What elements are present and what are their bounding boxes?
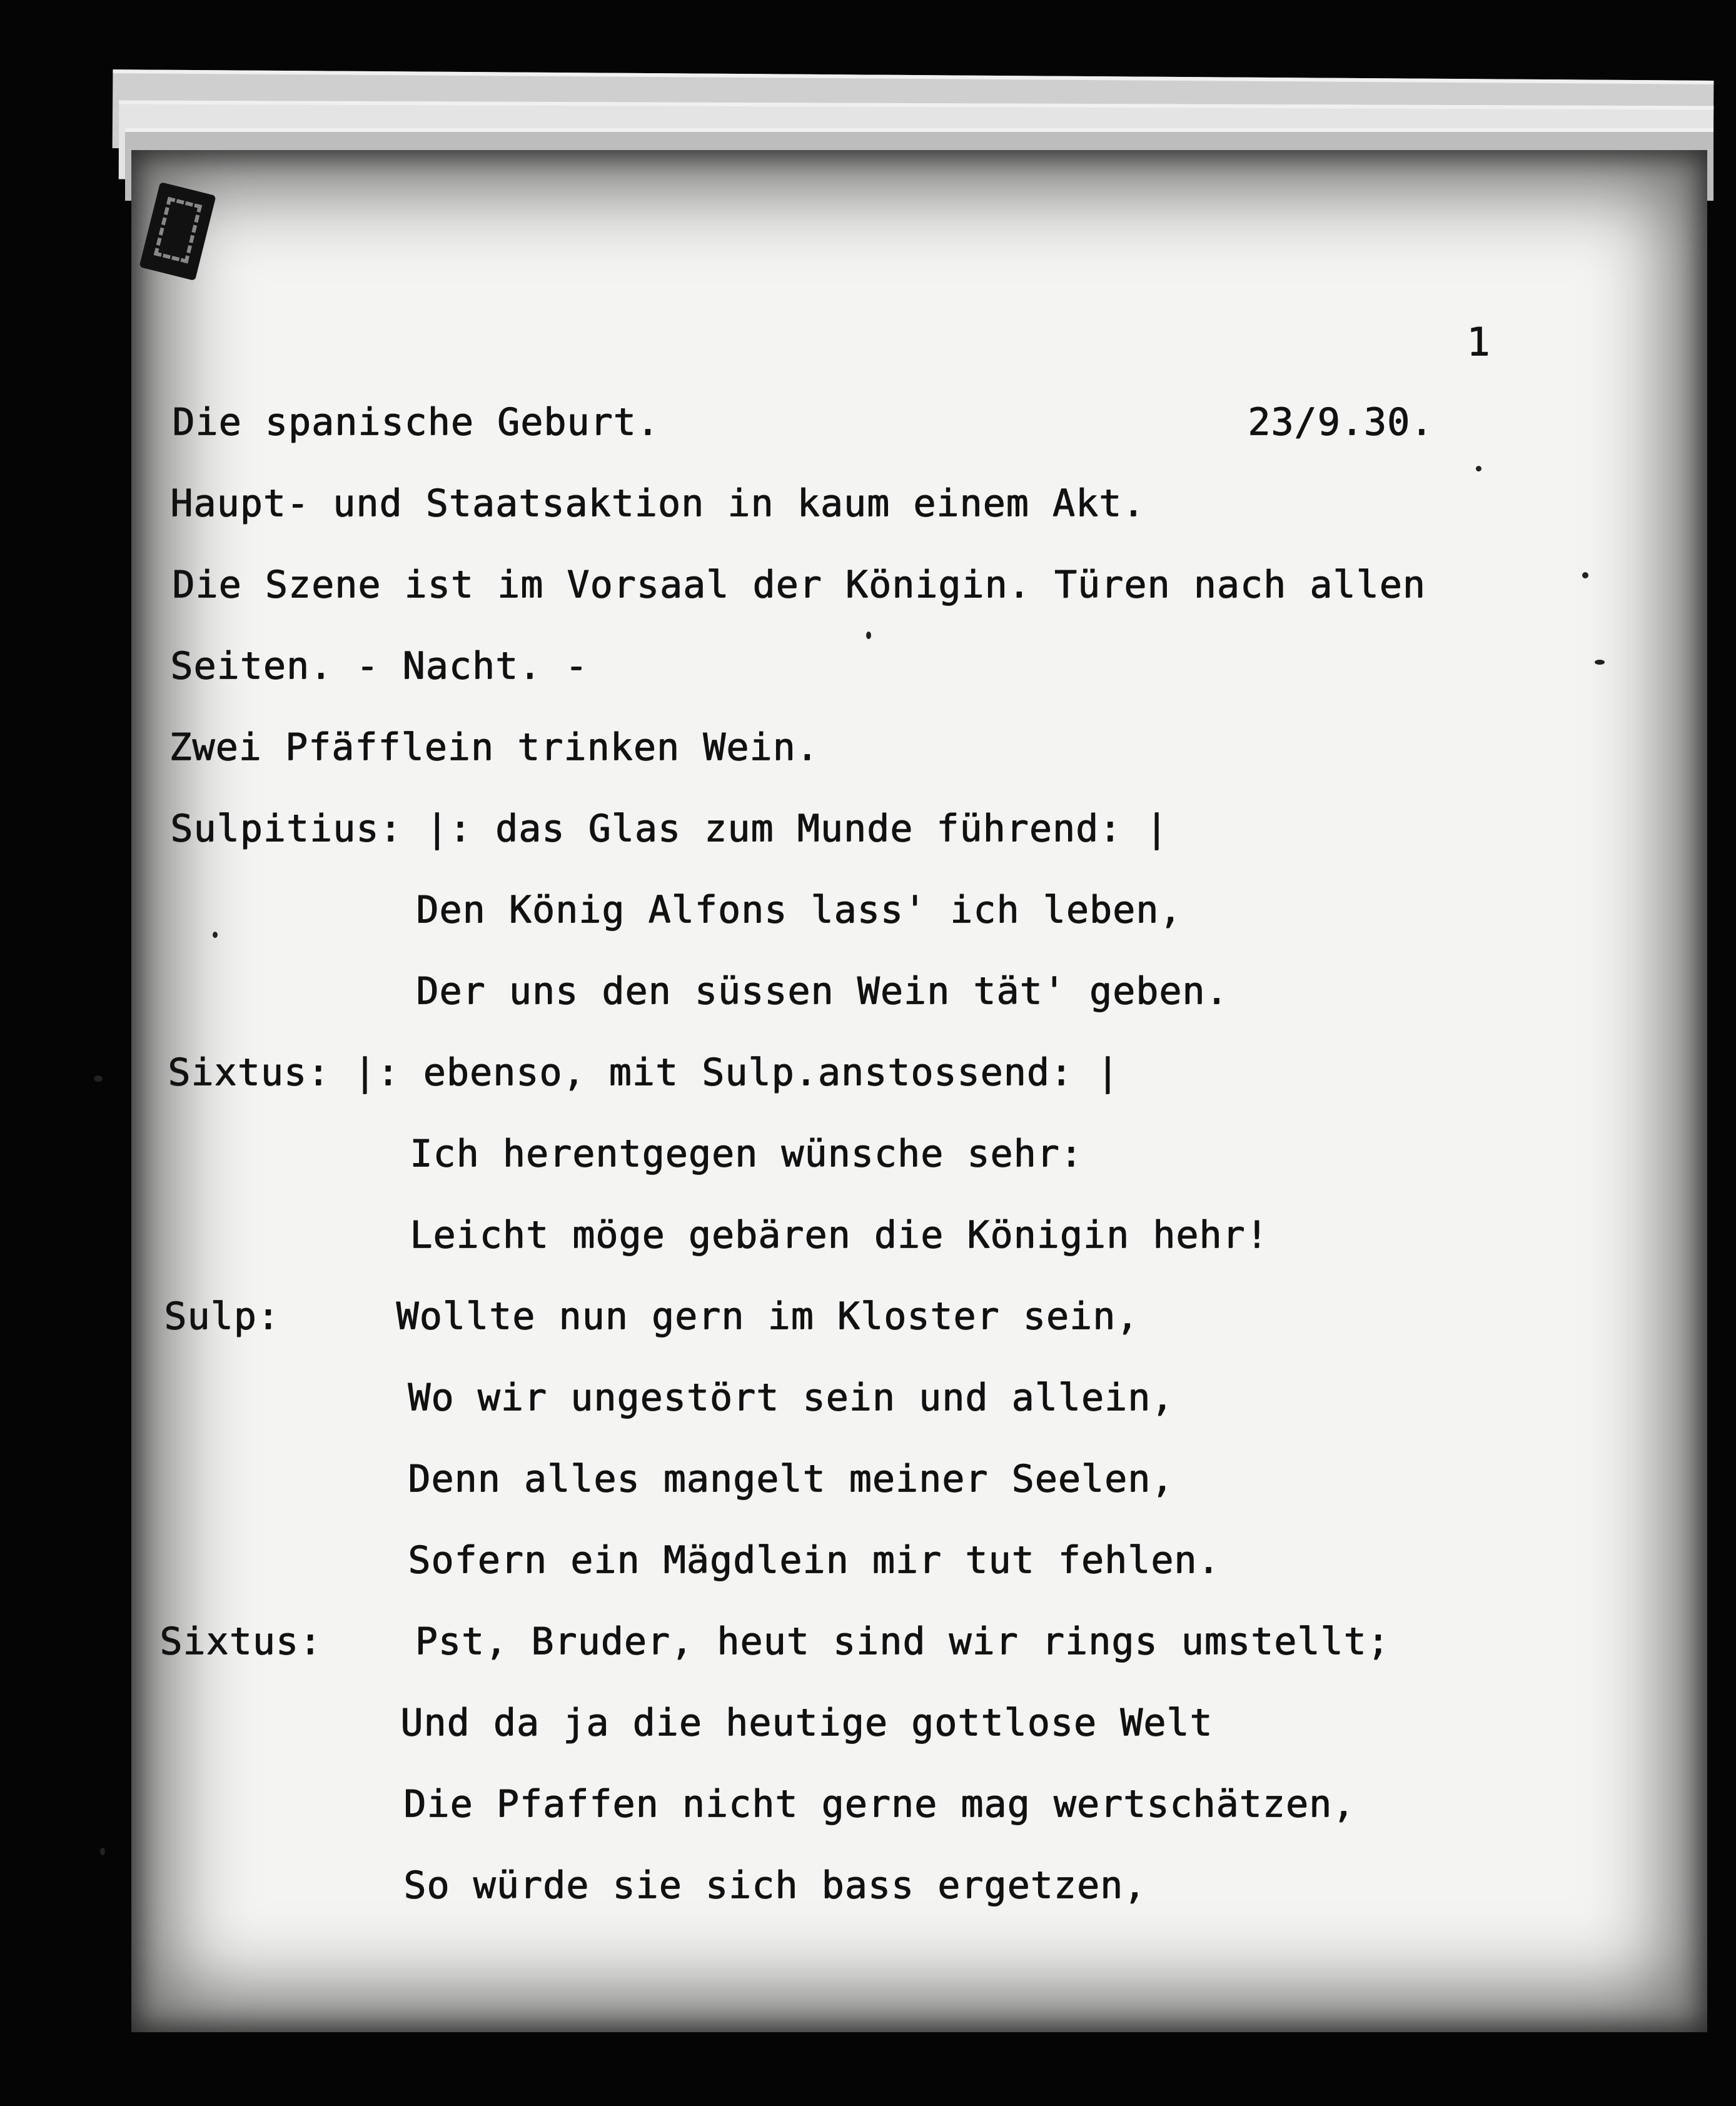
verse-line: Wo wir ungestört sein und allein, — [408, 1376, 1174, 1419]
document-date: 23/9.30. — [1248, 400, 1433, 444]
verse-line: Ich herentgegen wünsche sehr: — [410, 1132, 1083, 1176]
verse-line: Die Pfaffen nicht gerne mag wertschätzen, — [403, 1782, 1356, 1826]
speaker-direction-line: Sulpitius: |: das Glas zum Munde führend: | — [170, 807, 1169, 850]
verse-line: Der uns den süssen Wein tät' geben. — [416, 969, 1229, 1013]
speaker-verse-line: Sulp: Wollte nun gern im Kloster sein, — [164, 1294, 1139, 1338]
ink-speck — [213, 932, 218, 938]
subtitle-line: Haupt- und Staatsaktion in kaum einem Akt. — [170, 481, 1146, 525]
page-number: 1 — [1466, 319, 1491, 365]
ink-speck — [1595, 660, 1605, 665]
stage-direction-line: Zwei Pfäfflein trinken Wein. — [169, 725, 819, 769]
title-line: Die spanische Geburt. — [172, 400, 660, 444]
ink-speck — [1476, 466, 1481, 471]
speaker-direction-line: Sixtus: |: ebenso, mit Sulp.anstossend: | — [168, 1050, 1120, 1094]
stage-direction-line: Seiten. - Nacht. - — [170, 644, 588, 688]
verse-line: Denn alles mangelt meiner Seelen, — [408, 1457, 1174, 1501]
verse-line: Den König Alfons lass' ich leben, — [416, 888, 1183, 932]
ink-speck — [94, 1076, 103, 1082]
ink-speck — [100, 1848, 105, 1855]
speaker-verse-line: Sixtus: Pst, Bruder, heut sind wir rings umstellt; — [159, 1620, 1390, 1663]
stage-direction-line: Die Szene ist im Vorsaal der Königin. Türen nach allen — [172, 563, 1426, 607]
verse-line: So würde sie sich bass ergetzen, — [403, 1863, 1146, 1907]
verse-line: Sofern ein Mägdlein mir tut fehlen. — [408, 1538, 1221, 1582]
verse-line: Leicht möge gebären die Königin hehr! — [410, 1213, 1269, 1257]
verse-line: Und da ja die heutige gottlose Welt — [400, 1701, 1213, 1745]
ink-speck — [866, 632, 871, 639]
ink-speck — [1582, 572, 1588, 578]
